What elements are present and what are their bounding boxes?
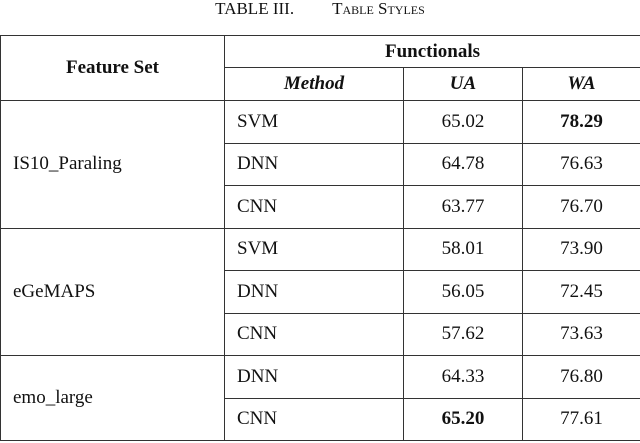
method-cell	[225, 186, 404, 229]
feature-set-cell: eGeMAPS	[1, 228, 225, 356]
table-row	[1, 356, 640, 399]
header-functionals: Functionals	[225, 36, 640, 68]
method-value: DNN	[237, 153, 279, 175]
header-ua: UA	[404, 68, 523, 101]
wa-cell	[523, 143, 640, 186]
wa-cell	[523, 228, 640, 271]
table-row	[1, 228, 640, 271]
ua-value: 58.01	[441, 238, 485, 260]
wa-value: 78.29	[560, 110, 603, 132]
ua-cell	[404, 143, 523, 186]
method-value: DNN	[237, 280, 279, 302]
method-cell	[225, 143, 404, 186]
ua-cell	[404, 313, 523, 356]
wa-cell	[523, 186, 640, 229]
results-table	[0, 35, 640, 441]
table-row	[1, 101, 640, 144]
wa-cell	[523, 398, 640, 441]
ua-value: 57.62	[441, 323, 485, 345]
wa-value: 73.90	[560, 238, 603, 260]
header-wa: WA	[523, 68, 640, 101]
method-cell	[225, 313, 404, 356]
method-cell	[225, 271, 404, 314]
ua-cell	[404, 101, 523, 144]
ua-cell	[404, 186, 523, 229]
ua-value: 65.20	[441, 408, 485, 430]
header-method: Method	[225, 68, 404, 101]
method-value: CNN	[237, 195, 278, 217]
method-value: DNN	[237, 365, 279, 387]
header-feature-set: Feature Set	[1, 36, 225, 101]
method-value: CNN	[237, 408, 278, 430]
ua-value: 63.77	[441, 195, 485, 217]
method-value: CNN	[237, 323, 278, 345]
wa-cell	[523, 271, 640, 314]
wa-value: 76.70	[560, 195, 603, 217]
feature-set-cell: emo_large	[1, 356, 225, 441]
wa-value: 76.63	[560, 153, 603, 175]
ua-cell	[404, 271, 523, 314]
method-value: SVM	[237, 110, 279, 132]
wa-value: 76.80	[560, 365, 603, 387]
ua-value: 64.78	[441, 153, 485, 175]
ua-cell	[404, 356, 523, 399]
ua-value: 64.33	[441, 365, 485, 387]
ua-cell	[404, 228, 523, 271]
method-cell	[225, 398, 404, 441]
table-title: Table Styles	[332, 0, 425, 18]
method-cell	[225, 228, 404, 271]
table-number: TABLE III.	[215, 0, 295, 18]
wa-value: 72.45	[560, 280, 603, 302]
wa-cell	[523, 356, 640, 399]
table-caption	[0, 0, 640, 18]
wa-value: 77.61	[560, 408, 603, 430]
ua-cell	[404, 398, 523, 441]
method-cell	[225, 356, 404, 399]
wa-cell	[523, 101, 640, 144]
method-cell	[225, 101, 404, 144]
feature-set-cell: IS10_Paraling	[1, 101, 225, 229]
wa-cell	[523, 313, 640, 356]
wa-value: 73.63	[560, 323, 603, 345]
ua-value: 65.02	[441, 110, 485, 132]
method-value: SVM	[237, 238, 279, 260]
ua-value: 56.05	[441, 280, 485, 302]
